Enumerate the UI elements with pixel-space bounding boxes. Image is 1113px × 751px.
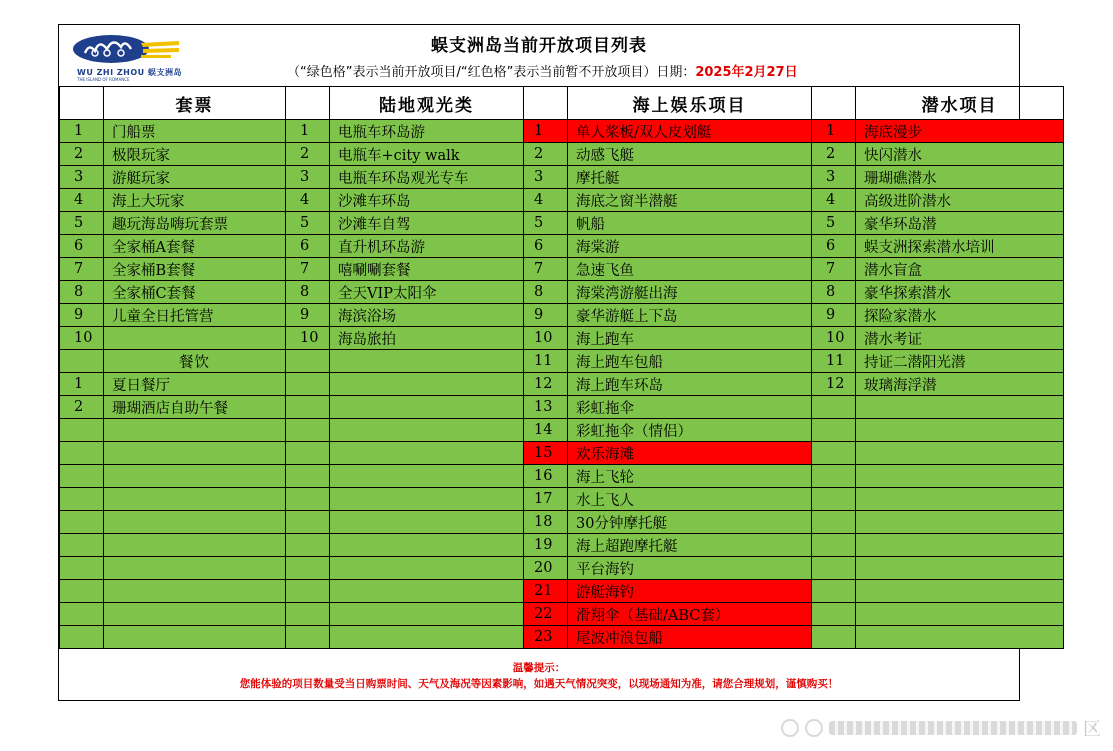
item-name: 海上超跑摩托艇: [568, 534, 812, 557]
item-name: [330, 557, 524, 580]
item-number: [812, 626, 856, 649]
item-name: 海上大玩家: [104, 189, 286, 212]
item-number: 2: [812, 143, 856, 166]
item-name: 海岛旅拍: [330, 327, 524, 350]
item-number: 23: [524, 626, 568, 649]
table-row: [60, 396, 1064, 419]
item-number: 9: [60, 304, 104, 327]
watermark-dot-icon: [805, 719, 823, 737]
item-name: [330, 534, 524, 557]
item-number: [812, 511, 856, 534]
item-name: 全家桶B套餐: [104, 258, 286, 281]
item-number: 10: [524, 327, 568, 350]
item-name: 海滨浴场: [330, 304, 524, 327]
item-name: 豪华游艇上下岛: [568, 304, 812, 327]
table-row: [60, 488, 1064, 511]
table-row: [60, 419, 1064, 442]
item-name: 海底之窗半潜艇: [568, 189, 812, 212]
item-name: [330, 419, 524, 442]
item-name: 高级进阶潜水: [856, 189, 1064, 212]
item-number: 9: [524, 304, 568, 327]
item-number: 5: [524, 212, 568, 235]
item-number: 5: [812, 212, 856, 235]
item-number: [60, 603, 104, 626]
item-name: [856, 557, 1064, 580]
item-number: 7: [286, 258, 330, 281]
item-name: [330, 465, 524, 488]
date-value: 2025年2月27日: [695, 65, 798, 80]
item-number: 11: [812, 350, 856, 373]
item-name: 玻璃海浮潜: [856, 373, 1064, 396]
item-number: 11: [524, 350, 568, 373]
item-number: 16: [524, 465, 568, 488]
item-name: 彩虹拖伞（情侣）: [568, 419, 812, 442]
table-row: [60, 465, 1064, 488]
item-name: [104, 534, 286, 557]
item-name: [856, 419, 1064, 442]
item-number: [286, 511, 330, 534]
item-number: [286, 396, 330, 419]
item-number: [812, 534, 856, 557]
item-name: 极限玩家: [104, 143, 286, 166]
table-row: [60, 603, 1064, 626]
item-number: [286, 465, 330, 488]
item-name: 帆船: [568, 212, 812, 235]
item-name: 门船票: [104, 120, 286, 143]
item-name: [856, 603, 1064, 626]
header-row: [60, 87, 1064, 120]
item-number: 20: [524, 557, 568, 580]
column-header: 海上娱乐项目: [568, 87, 812, 120]
item-name: [330, 580, 524, 603]
header-num-cell: [812, 87, 856, 120]
watermark-dot-icon: [781, 719, 799, 737]
item-name: [856, 488, 1064, 511]
item-name: [104, 557, 286, 580]
table-row: [60, 327, 1064, 350]
item-name: 海上飞轮: [568, 465, 812, 488]
item-name: [104, 511, 286, 534]
table-row: [60, 511, 1064, 534]
item-name: 全家桶C套餐: [104, 281, 286, 304]
item-name: [104, 626, 286, 649]
item-name: 趣玩海岛嗨玩套票: [104, 212, 286, 235]
page-title: 蜈支洲岛当前开放项目列表: [431, 36, 647, 56]
item-name: 动感飞艇: [568, 143, 812, 166]
item-number: 3: [524, 166, 568, 189]
item-name: 豪华探索潜水: [856, 281, 1064, 304]
item-number: 8: [60, 281, 104, 304]
watermark-glyph: 区: [1083, 719, 1101, 740]
legend-text: （“绿色格”表示当前开放项目/“红色格”表示当前暂不开放项目）日期：: [287, 65, 696, 80]
item-name: 海上跑车环岛: [568, 373, 812, 396]
item-name: [330, 488, 524, 511]
item-number: 12: [524, 373, 568, 396]
item-number: [812, 557, 856, 580]
item-number: 1: [60, 120, 104, 143]
item-name: 潜水盲盒: [856, 258, 1064, 281]
item-name: 探险家潜水: [856, 304, 1064, 327]
item-name: [856, 465, 1064, 488]
item-number: 10: [812, 327, 856, 350]
item-name: 平台海钓: [568, 557, 812, 580]
item-name: 全家桶A套餐: [104, 235, 286, 258]
item-name: 海上跑车: [568, 327, 812, 350]
legend-note: [287, 61, 798, 80]
item-number: 7: [524, 258, 568, 281]
item-number: [812, 488, 856, 511]
header-num-cell: [286, 87, 330, 120]
column-header: 陆地观光类: [330, 87, 524, 120]
item-number: 9: [286, 304, 330, 327]
item-name: 海上跑车包船: [568, 350, 812, 373]
item-number: 13: [524, 396, 568, 419]
table-row: [60, 143, 1064, 166]
item-name: 沙滩车自驾: [330, 212, 524, 235]
item-number: 2: [524, 143, 568, 166]
item-number: 6: [60, 235, 104, 258]
item-number: 10: [60, 327, 104, 350]
table-row: [60, 534, 1064, 557]
item-number: 3: [812, 166, 856, 189]
item-name: 30分钟摩托艇: [568, 511, 812, 534]
item-number: 22: [524, 603, 568, 626]
item-number: [812, 396, 856, 419]
item-name: [856, 442, 1064, 465]
item-name: 电瓶车+city walk: [330, 143, 524, 166]
item-number: 4: [286, 189, 330, 212]
item-number: [286, 442, 330, 465]
item-number: [286, 373, 330, 396]
item-name: [330, 396, 524, 419]
table-row: [60, 626, 1064, 649]
item-number: [286, 626, 330, 649]
item-number: 1: [286, 120, 330, 143]
item-name: 游艇玩家: [104, 166, 286, 189]
item-number: 1: [60, 373, 104, 396]
item-number: [60, 419, 104, 442]
table-row: [60, 189, 1064, 212]
item-number: [60, 488, 104, 511]
item-name: 全天VIP太阳伞: [330, 281, 524, 304]
item-number: 7: [812, 258, 856, 281]
item-name: 尾波冲浪包船: [568, 626, 812, 649]
item-number: 2: [286, 143, 330, 166]
item-name: 彩虹拖伞: [568, 396, 812, 419]
item-number: 15: [524, 442, 568, 465]
item-name: [104, 419, 286, 442]
item-name: 游艇海钓: [568, 580, 812, 603]
item-number: 2: [60, 396, 104, 419]
item-name: [104, 580, 286, 603]
item-name: 沙滩车环岛: [330, 189, 524, 212]
item-number: [60, 557, 104, 580]
item-number: [812, 465, 856, 488]
item-number: 19: [524, 534, 568, 557]
item-number: 5: [60, 212, 104, 235]
table-row: [60, 235, 1064, 258]
item-number: 8: [524, 281, 568, 304]
item-name: [856, 511, 1064, 534]
item-number: 5: [286, 212, 330, 235]
item-name: 珊瑚酒店自助午餐: [104, 396, 286, 419]
item-name: 夏日餐厅: [104, 373, 286, 396]
item-number: [60, 580, 104, 603]
item-number: [286, 488, 330, 511]
item-name: 海底漫步: [856, 120, 1064, 143]
item-number: [60, 534, 104, 557]
table-row: [60, 212, 1064, 235]
project-table: [59, 86, 1064, 649]
item-number: 3: [286, 166, 330, 189]
item-number: 3: [60, 166, 104, 189]
table-row: [60, 373, 1064, 396]
table-row: [60, 442, 1064, 465]
item-name: [104, 488, 286, 511]
item-number: [60, 626, 104, 649]
item-name: 电瓶车环岛游: [330, 120, 524, 143]
item-number: [60, 465, 104, 488]
item-name: [104, 442, 286, 465]
item-name: 嘻唰唰套餐: [330, 258, 524, 281]
item-number: 7: [60, 258, 104, 281]
notice: [59, 660, 1019, 692]
item-number: 21: [524, 580, 568, 603]
header-num-cell: [524, 87, 568, 120]
item-number: [812, 603, 856, 626]
item-number: [286, 419, 330, 442]
item-name: 摩托艇: [568, 166, 812, 189]
item-number: [812, 442, 856, 465]
item-name: 欢乐海滩: [568, 442, 812, 465]
table-row: [60, 166, 1064, 189]
item-name: 豪华环岛潜: [856, 212, 1064, 235]
item-name: 海棠湾游艇出海: [568, 281, 812, 304]
item-name: 快闪潜水: [856, 143, 1064, 166]
item-number: [286, 350, 330, 373]
item-number: 9: [812, 304, 856, 327]
watermark-bar: [829, 721, 1077, 735]
item-number: [286, 557, 330, 580]
item-number: 6: [524, 235, 568, 258]
category-label: 餐饮: [104, 350, 286, 373]
item-name: 急速飞鱼: [568, 258, 812, 281]
item-name: [330, 511, 524, 534]
table-row: [60, 304, 1064, 327]
table-row: [60, 580, 1064, 603]
item-number: 4: [524, 189, 568, 212]
logo-brand: WU ZHI ZHOU 蜈支洲岛: [77, 68, 182, 77]
item-number: 8: [812, 281, 856, 304]
column-header: 潜水项目: [856, 87, 1064, 120]
item-name: 珊瑚礁潜水: [856, 166, 1064, 189]
item-number: 14: [524, 419, 568, 442]
item-name: [856, 580, 1064, 603]
item-number: 6: [812, 235, 856, 258]
item-number: 6: [286, 235, 330, 258]
item-name: 直升机环岛游: [330, 235, 524, 258]
item-name: 潜水考证: [856, 327, 1064, 350]
item-name: [856, 396, 1064, 419]
item-name: 持证二潜阳光潜: [856, 350, 1064, 373]
item-number: 4: [60, 189, 104, 212]
item-name: 单人桨板/双人皮划艇: [568, 120, 812, 143]
item-number: 12: [812, 373, 856, 396]
notice-text: 您能体验的项目数量受当日购票时间、天气及海况等因素影响，如遇天气情况突变，以现场通知为准，请您合理规划，谨慎购买！: [239, 678, 839, 690]
item-name: [856, 626, 1064, 649]
item-number: 18: [524, 511, 568, 534]
item-number: 17: [524, 488, 568, 511]
project-list-sheet: [58, 24, 1020, 701]
notice-title: 温馨提示：: [512, 662, 566, 674]
item-name: [330, 350, 524, 373]
item-name: 蜈支洲探索潜水培训: [856, 235, 1064, 258]
item-number: [286, 580, 330, 603]
item-name: [104, 465, 286, 488]
table-row: [60, 120, 1064, 143]
item-name: 海棠游: [568, 235, 812, 258]
item-name: 电瓶车环岛观光专车: [330, 166, 524, 189]
item-number: 4: [812, 189, 856, 212]
column-header: 套票: [104, 87, 286, 120]
item-name: [330, 442, 524, 465]
item-name: [330, 603, 524, 626]
item-name: [330, 626, 524, 649]
item-number: 1: [524, 120, 568, 143]
item-name: [330, 373, 524, 396]
item-number: [812, 580, 856, 603]
item-number: [286, 534, 330, 557]
table-row: [60, 281, 1064, 304]
item-number: [812, 419, 856, 442]
table-row: [60, 350, 1064, 373]
item-number: [60, 350, 104, 373]
watermark: [781, 717, 1101, 739]
item-number: 10: [286, 327, 330, 350]
item-number: 2: [60, 143, 104, 166]
item-number: [286, 603, 330, 626]
item-name: [104, 327, 286, 350]
item-name: 水上飞人: [568, 488, 812, 511]
table-row: [60, 557, 1064, 580]
header-num-cell: [60, 87, 104, 120]
item-number: [60, 442, 104, 465]
item-name: 滑翔伞（基础/ABC套）: [568, 603, 812, 626]
item-number: [60, 511, 104, 534]
item-name: [856, 534, 1064, 557]
logo-tagline: THE ISLAND OF ROMANCE: [77, 77, 130, 82]
table-row: [60, 258, 1064, 281]
item-number: 1: [812, 120, 856, 143]
item-name: 儿童全日托管营: [104, 304, 286, 327]
item-name: [104, 603, 286, 626]
item-number: 8: [286, 281, 330, 304]
